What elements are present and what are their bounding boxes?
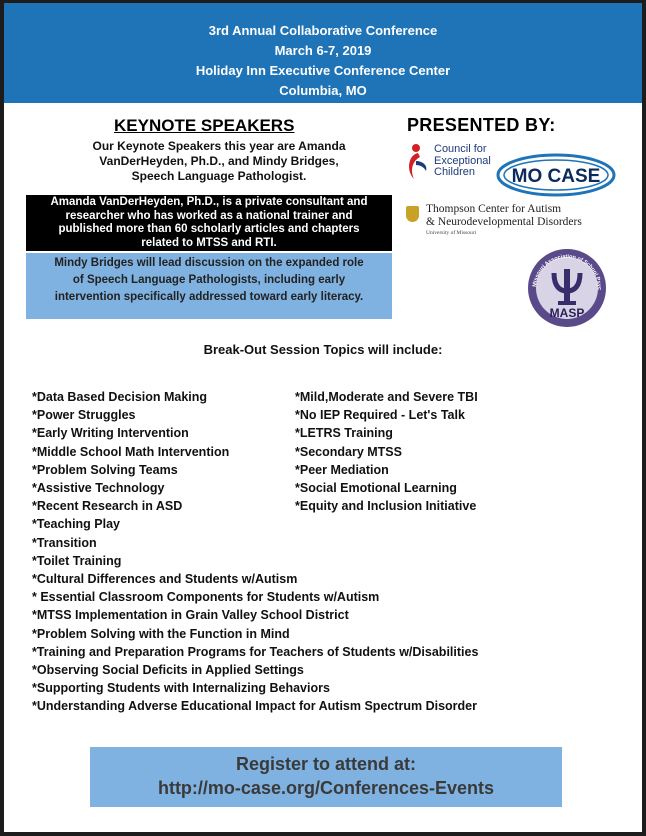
presented-by-heading: PRESENTED BY: [407, 115, 556, 135]
topic-item: *MTSS Implementation in Grain Valley School District [32, 608, 349, 623]
topic-item: *Problem Solving Teams [32, 462, 178, 477]
topic-item: *Teaching Play [32, 517, 120, 532]
cec-text-line: Exceptional [434, 154, 491, 167]
register-label: Register to attend at: [235, 754, 417, 774]
topic-item: *Problem Solving with the Function in Mind [32, 626, 290, 641]
keynote-intro-line: VanDerHeyden, Ph.D., and Mindy Bridges, [99, 154, 339, 168]
amanda-bio-box [26, 195, 392, 251]
thompson-text-line: & Neurodevelopmental Disorders [426, 216, 582, 228]
thompson-center-name [426, 203, 626, 229]
amanda-bio-line: related to MTSS and RTI. [141, 236, 277, 249]
breakout-heading: Break-Out Session Topics will include: [203, 342, 443, 357]
thompson-text-line: Thompson Center for Autism [426, 203, 562, 215]
mocase-logo [496, 153, 616, 197]
amanda-bio-line: researcher who has worked as a national trainer and [65, 209, 353, 222]
topics-list-right [295, 388, 595, 515]
conference-title: 3rd Annual Collaborative Conference [208, 23, 438, 38]
topic-item: *No IEP Required - Let's Talk [295, 408, 465, 423]
topic-item: *Middle School Math Intervention [32, 444, 230, 459]
keynote-intro-line: Our Keynote Speakers this year are Amanda [92, 139, 346, 153]
masp-logo [524, 247, 610, 329]
topic-item: *Cultural Differences and Students w/Autism [32, 572, 298, 587]
topic-item: *Understanding Adverse Educational Impact for Autism Spectrum Disorder [32, 699, 477, 714]
topic-item: *Observing Social Deficits in Applied Settings [32, 663, 304, 678]
thompson-subtext: University of Missouri [426, 230, 477, 236]
keynote-intro [54, 139, 384, 184]
conference-venue: Holiday Inn Executive Conference Center [195, 63, 451, 78]
topic-item: *LETRS Training [295, 426, 393, 441]
register-url[interactable]: http://mo-case.org/Conferences-Events [157, 778, 495, 798]
amanda-bio-line: published more than 60 scholarly articles and chapters [58, 223, 360, 235]
register-box [90, 747, 562, 807]
topic-item: *Transition [32, 535, 97, 550]
mocase-logo-text: MO CASE [511, 166, 601, 187]
flyer-page [4, 3, 642, 832]
topic-item: *Supporting Students with Internalizing Behaviors [32, 681, 330, 696]
topic-item: *Assistive Technology [32, 481, 165, 496]
mindy-bio-line: Mindy Bridges will lead discussion on the expanded role [54, 257, 364, 269]
mizzou-shield-icon [406, 206, 419, 222]
keynote-heading: KEYNOTE SPEAKERS [114, 116, 295, 135]
mindy-bio-line: intervention specifically addressed toward early literacy. [54, 291, 364, 303]
topic-item: *Toilet Training [32, 553, 122, 568]
keynote-intro-line: Speech Language Pathologist. [131, 169, 307, 183]
topic-item: *Early Writing Intervention [32, 426, 189, 441]
topic-item: *Training and Preparation Programs for Teachers of Students w/Disabilities [32, 644, 479, 659]
cec-text-line: Children [434, 166, 475, 178]
topic-item: *Mild,Moderate and Severe TBI [295, 390, 478, 404]
conference-dates: March 6-7, 2019 [274, 43, 372, 58]
topic-item: *Peer Mediation [295, 462, 389, 477]
conference-city: Columbia, MO [279, 83, 367, 98]
topic-item: *Social Emotional Learning [295, 481, 457, 496]
cec-text-line: Council for [434, 143, 487, 155]
masp-ring-text: Missouri Association of School Psyc [532, 254, 603, 291]
topic-item: * Essential Classroom Components for Students w/Autism [32, 590, 380, 605]
topic-item: *Secondary MTSS [295, 444, 402, 459]
conference-banner [4, 3, 642, 103]
mindy-bio-box [26, 253, 392, 319]
topic-item: *Data Based Decision Making [32, 390, 208, 404]
mindy-bio-line: of Speech Language Pathologists, including early [72, 274, 346, 286]
masp-logo-text: MASP [549, 306, 585, 320]
amanda-bio-line: Amanda VanDerHeyden, Ph.D., is a private consultant and [50, 196, 368, 208]
topic-item: *Power Struggles [32, 408, 136, 423]
topic-item: *Recent Research in ASD [32, 499, 183, 514]
topic-item: *Equity and Inclusion Initiative [295, 499, 477, 514]
